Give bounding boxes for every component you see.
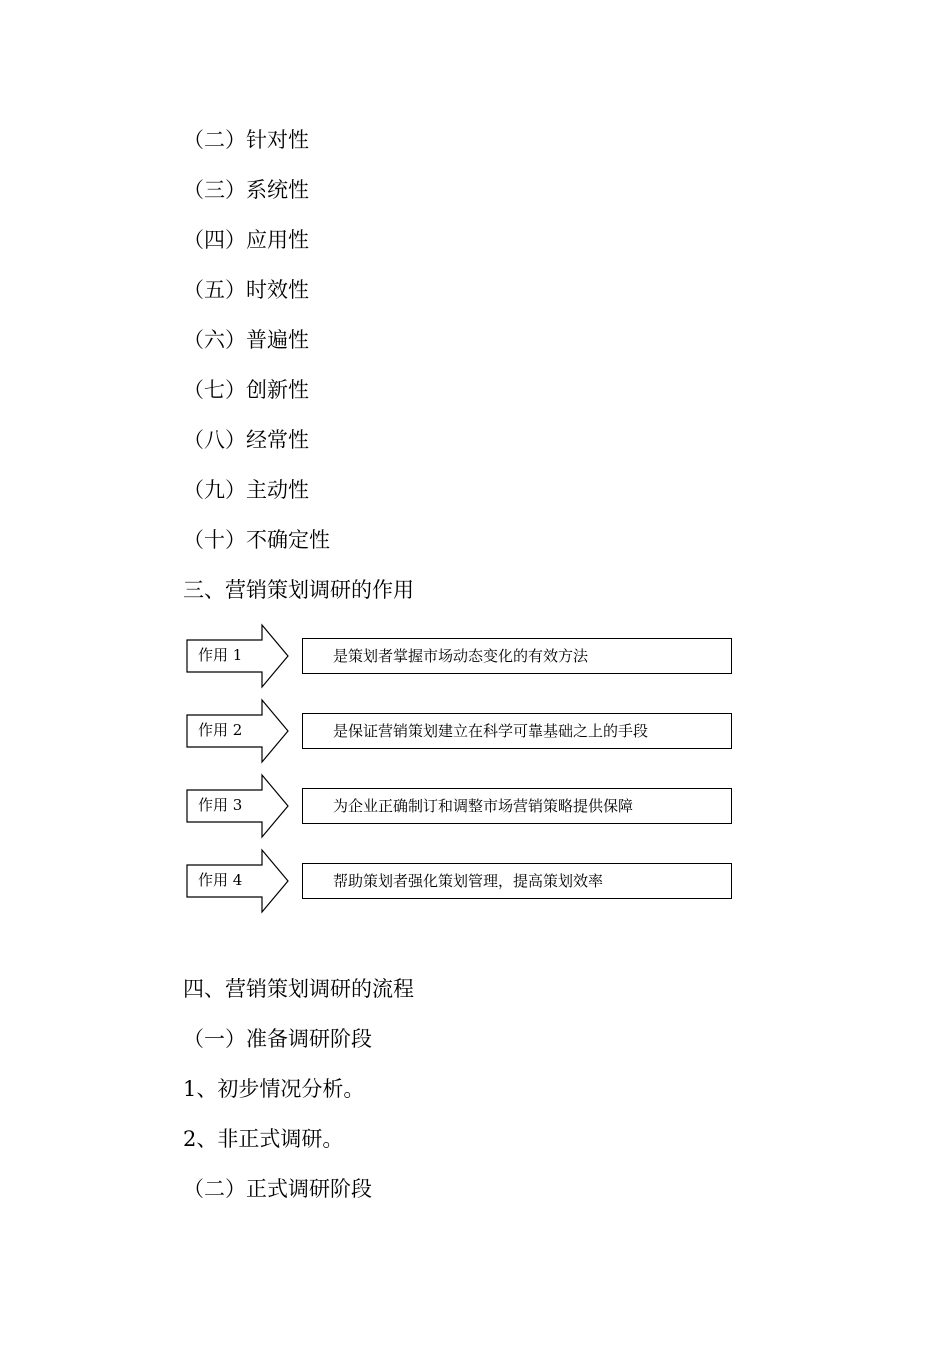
list-item-applicability: （四）应用性 [183,228,309,252]
role-label: 作用 1 [198,646,243,664]
role-row [180,623,740,689]
section4-heading: 四、营销策划调研的流程 [183,977,414,1001]
role-label: 作用 4 [198,871,243,889]
step-initial-analysis: 1、初步情况分析。 [183,1077,365,1101]
role-text: 帮助策划者强化策划管理，提高策划效率 [333,872,604,890]
roles-diagram [180,620,740,920]
role-text: 是策划者掌握市场动态变化的有效方法 [333,647,589,665]
role-row [180,773,740,839]
list-item-innovation: （七）创新性 [183,378,309,402]
list-item-specificity: （二）针对性 [183,128,309,152]
role-text: 是保证营销策划建立在科学可靠基础之上的手段 [333,722,649,740]
role-box [302,638,732,674]
list-item-initiative: （九）主动性 [183,478,309,502]
list-item-timeliness: （五）时效性 [183,278,309,302]
role-box [302,788,732,824]
list-item-systematic: （三）系统性 [183,178,309,202]
list-item-uncertainty: （十）不确定性 [183,528,330,552]
role-label: 作用 3 [198,796,243,814]
section3-heading: 三、营销策划调研的作用 [183,578,414,602]
phase-preparation: （一）准备调研阶段 [183,1027,372,1051]
role-box [302,863,732,899]
role-box [302,713,732,749]
role-row [180,848,740,914]
role-text: 为企业正确制订和调整市场营销策略提供保障 [333,797,634,815]
list-item-universality: （六）普遍性 [183,328,309,352]
role-row [180,698,740,764]
list-item-regularity: （八）经常性 [183,428,309,452]
role-label: 作用 2 [198,721,243,739]
phase-formal: （二）正式调研阶段 [183,1177,372,1201]
step-informal-research: 2、非正式调研。 [183,1127,344,1151]
